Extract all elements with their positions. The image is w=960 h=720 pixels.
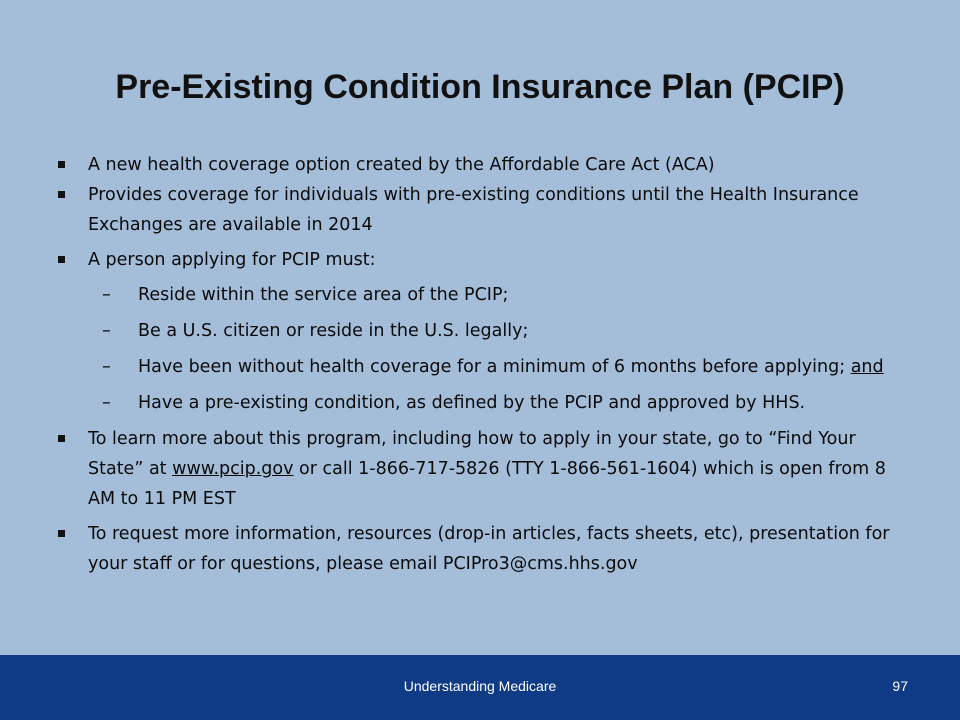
bullet-learn-more [56,424,906,514]
footer-label: Understanding Medicare [403,678,557,694]
bullet-text: A new health coverage option created by the Affordable Care Act (ACA) [88,155,715,175]
dash-bullet-icon: – [102,357,111,377]
bullet-request-info [56,519,906,579]
square-bullet-icon [58,256,65,263]
and-underlined: and [850,357,884,377]
sub-bullet-text: Have been without health coverage for a minimum of 6 months before applying; [138,357,846,377]
dash-bullet-icon: – [102,393,111,413]
dash-bullet-icon: – [102,321,111,341]
footer-bar [0,655,960,720]
bullet-text-pre: To learn more about this program, including how to apply in your state, go to “Find Your State” at [88,429,856,479]
square-bullet-icon [58,435,65,442]
sub-bullet-citizen [56,316,906,346]
slide-content [56,150,906,584]
page-number: 97 [892,678,908,694]
bullet-text: To request more information, resources (drop-in articles, facts sheets, etc), presentation for your staff or for questions, please email PCIPro3@cms.hhs.gov [88,524,890,574]
square-bullet-icon [58,191,65,198]
bullet-applicant-requirements [56,245,906,275]
sub-bullet-pre-existing [56,388,906,418]
pcip-website-link[interactable]: www.pcip.gov [172,459,294,479]
bullet-coverage [56,180,906,240]
sub-bullet-text: Reside within the service area of the PCIP; [138,285,509,305]
bullet-text: A person applying for PCIP must: [88,250,376,270]
dash-bullet-icon: – [102,285,111,305]
bullet-text-post: or call 1-866-717-5826 (TTY 1-866-561-1604) which is open from 8 AM to 11 PM EST [88,459,886,509]
square-bullet-icon [58,161,65,168]
sub-bullet-text: Have a pre-existing condition, as defined by the PCIP and approved by HHS. [138,393,806,413]
sub-bullet-without-coverage [56,352,906,382]
bullet-aca-option [56,150,906,180]
sub-bullet-text: Be a U.S. citizen or reside in the U.S. legally; [138,321,529,341]
sub-bullet-reside [56,280,906,310]
square-bullet-icon [58,530,65,537]
bullet-text: Provides coverage for individuals with pre-existing conditions until the Health Insurance Exchanges are available in 2014 [88,185,859,235]
slide-title: Pre-Existing Condition Insurance Plan (PCIP) [115,68,845,106]
